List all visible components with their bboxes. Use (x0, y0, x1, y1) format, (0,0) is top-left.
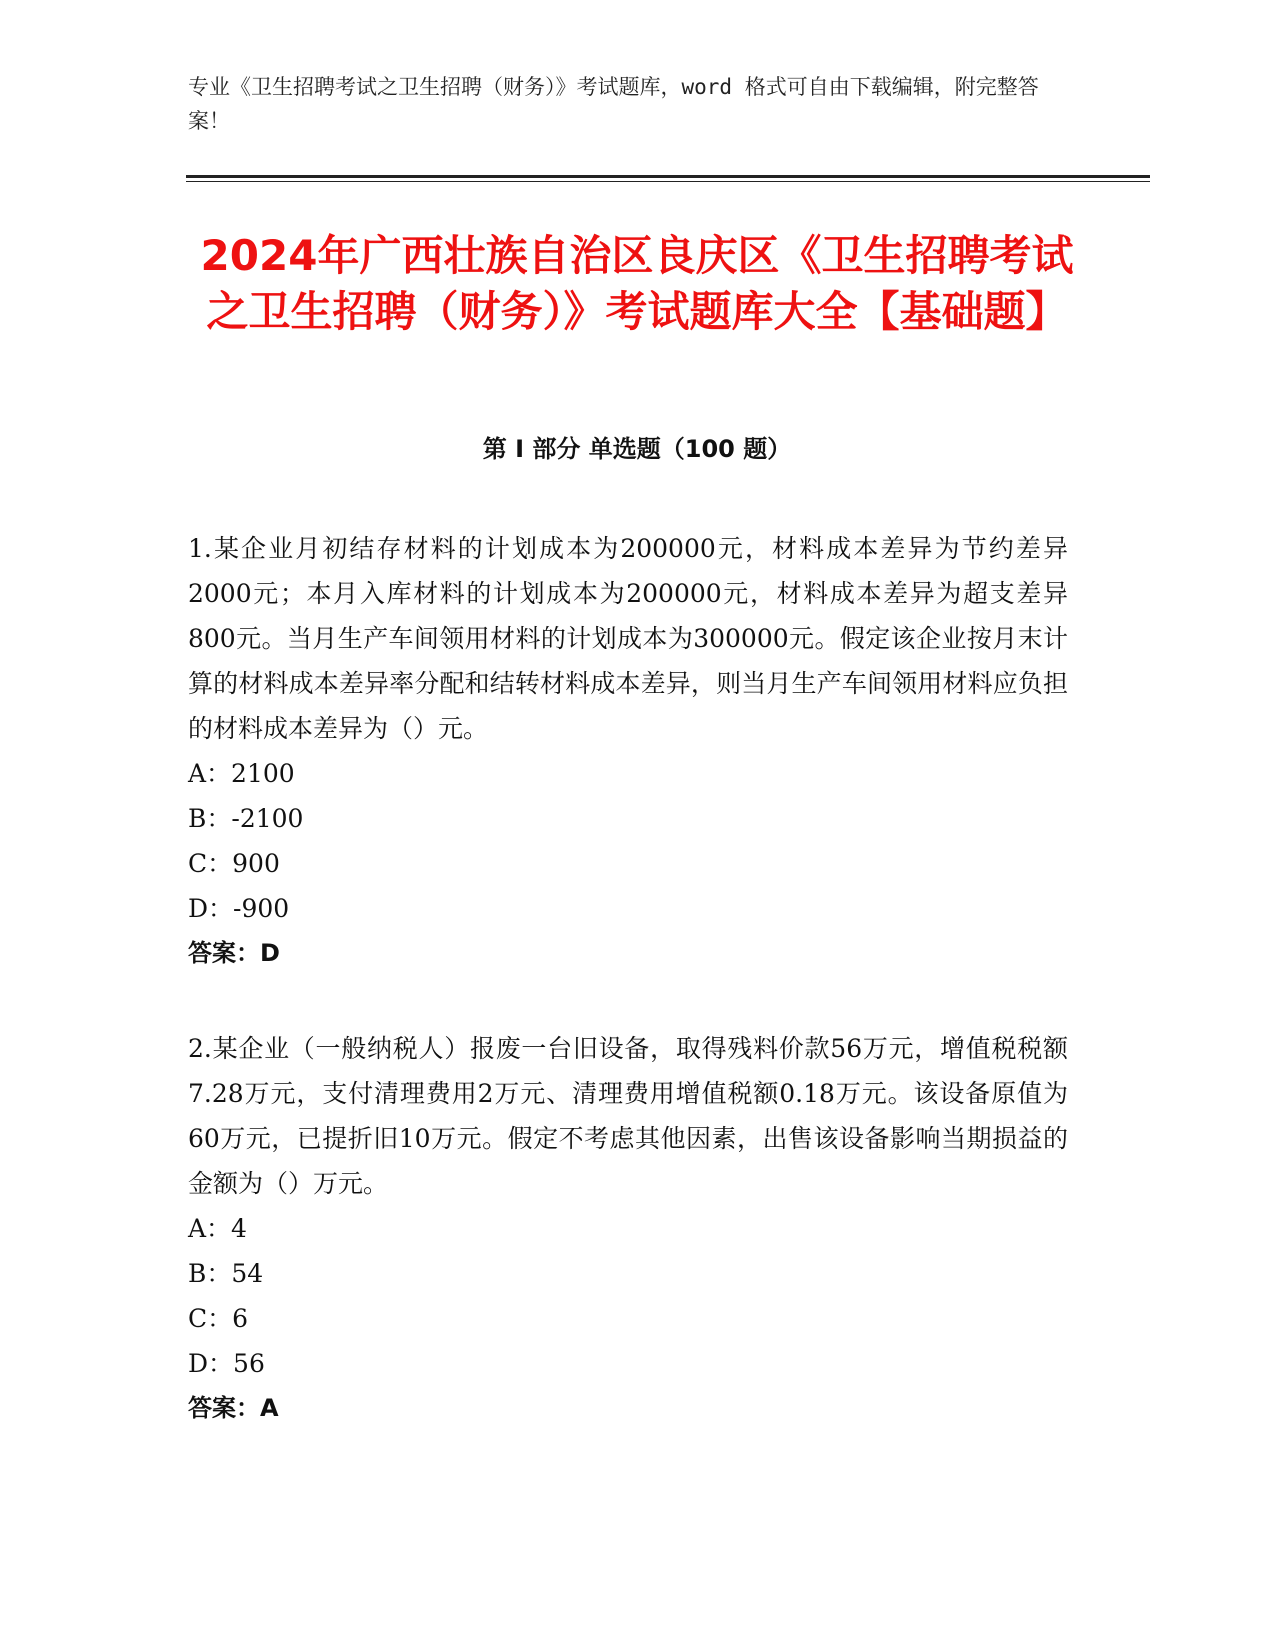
option-a[interactable]: A：4 (188, 1214, 247, 1243)
answer-label: 答案：D (188, 939, 280, 967)
question-text: 2.某企业（一般纳税人）报废一台旧设备，取得残料价款56万元，增值税税额7.28万元，支付清理费用2万元、清理费用增值税额0.18万元。该设备原值为60万元，已提折旧10万元。假定不考虑其他因素，出售该设备影响当期损益的金额为（）万元。 (188, 1034, 1068, 1198)
option-c[interactable]: C：900 (188, 849, 280, 878)
option-d[interactable]: D：-900 (188, 894, 290, 923)
question-1 (188, 526, 1068, 976)
question-text: 1.某企业月初结存材料的计划成本为200000元，材料成本差异为节约差异2000元；本月入库材料的计划成本为200000元，材料成本差异为超支差异800元。当月生产车间领用材料的计划成本为300000元。假定该企业按月末计算的材料成本差异率分配和结转材料成本差异，则当月生产车间领用材料应负担的材料成本差异为（）元。 (188, 534, 1068, 743)
answer-label: 答案：A (188, 1394, 279, 1422)
header-divider-thick (186, 175, 1150, 178)
option-b[interactable]: B：54 (188, 1259, 264, 1288)
question-2 (188, 1026, 1068, 1431)
header-note: 专业《卫生招聘考试之卫生招聘（财务）》考试题库，word 格式可自由下载编辑，附完整答案！ (188, 75, 1039, 133)
option-b[interactable]: B：-2100 (188, 804, 304, 833)
document-title: 2024年广西壮族自治区良庆区《卫生招聘考试之卫生招聘（财务）》考试题库大全【基础题】 (200, 231, 1074, 336)
section-heading: 第 I 部分 单选题（100 题） (482, 435, 792, 463)
option-d[interactable]: D：56 (188, 1349, 265, 1378)
option-c[interactable]: C：6 (188, 1304, 249, 1333)
option-a[interactable]: A：2100 (188, 759, 295, 788)
header-divider-thin (186, 181, 1150, 182)
